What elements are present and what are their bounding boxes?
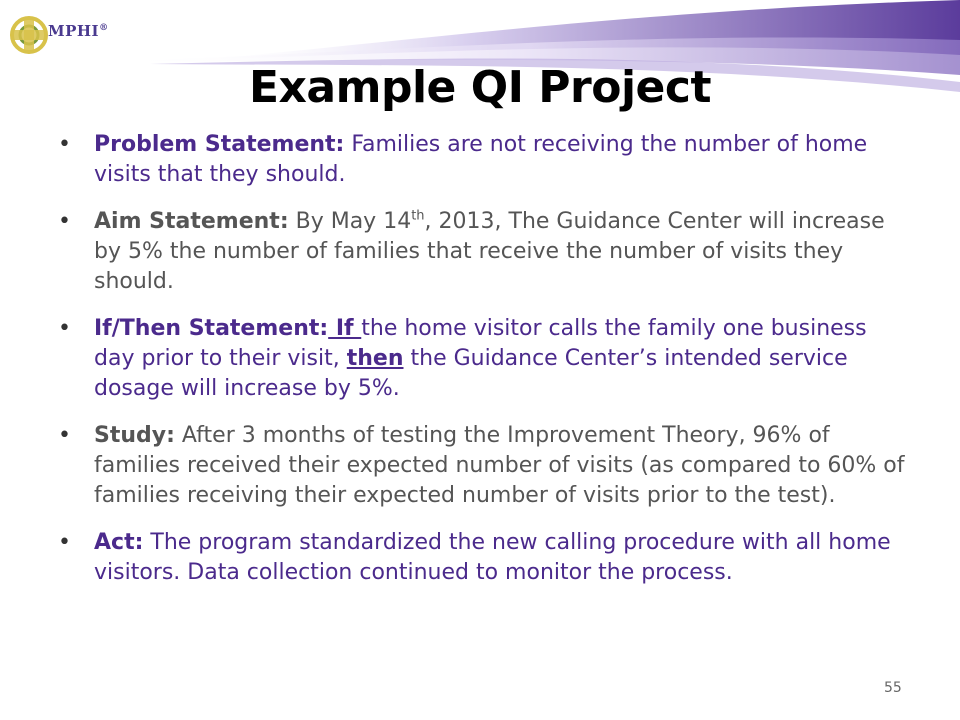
bullet-text: Families are not receiving the number of home visits that they should. <box>94 132 868 187</box>
bullet-text: After 3 months of testing the Improvement Theory, 96% of families received their expected number of visits (as compared to 60% of families receiving their expected number of visits prior to the test). <box>94 423 905 508</box>
if-word: If <box>328 316 362 341</box>
slide-title: Example QI Project <box>248 62 712 113</box>
bullet-label: Act: <box>94 530 144 555</box>
bullet-list <box>58 130 908 605</box>
bullet-aim-statement <box>58 207 908 297</box>
bullet-label: Study: <box>94 423 175 448</box>
then-word: then <box>346 346 404 371</box>
logo-text: MPHI® <box>48 22 109 40</box>
bullet-text: The program standardized the new calling procedure with all home visitors. Data collection continued to monitor the process. <box>94 530 891 585</box>
bullet-problem-statement <box>58 130 908 190</box>
bullet-act <box>58 528 908 588</box>
bullet-label: Problem Statement: <box>94 132 345 157</box>
ordinal-suffix: th <box>411 208 425 224</box>
bullet-label: Aim Statement: <box>94 209 289 234</box>
page-number: 55 <box>884 680 902 696</box>
bullet-text: the home visitor calls the family one business day prior to their visit, <box>94 316 867 371</box>
bullet-text: , 2013, The Guidance Center will increase by 5% the number of families that receive the number of visits they should. <box>94 209 885 294</box>
bullet-label: If/Then Statement: <box>94 316 329 341</box>
bullet-if-then-statement <box>58 314 908 404</box>
bullet-study <box>58 421 908 511</box>
mphi-logo-icon <box>8 14 50 56</box>
bullet-text: By May 14 <box>288 209 412 234</box>
bullet-text: the Guidance Center’s intended service dosage will increase by 5%. <box>94 346 848 401</box>
